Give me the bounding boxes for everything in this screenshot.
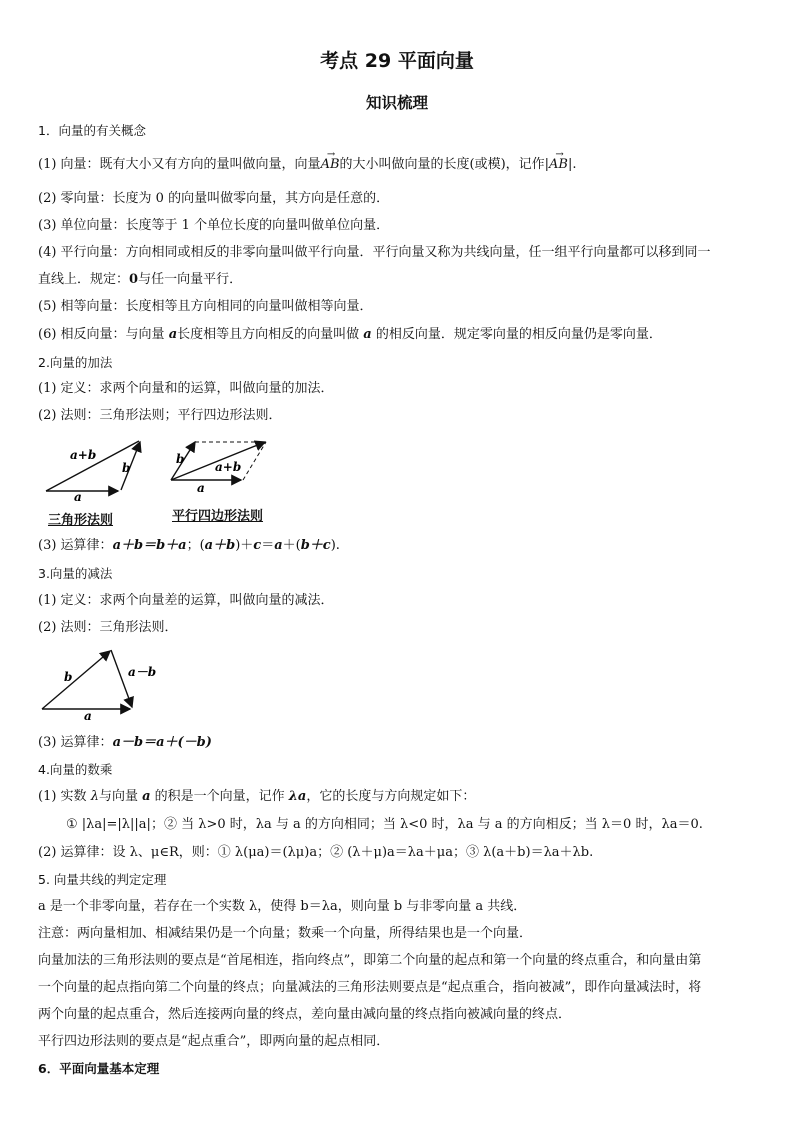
paragraph-line-1: 向量加法的三角形法则的要点是“首尾相连，指向终点”，即第二个向量的起点和第一个向量的终点重合，和向量由第 <box>38 953 702 968</box>
label-sum: a+b <box>70 448 97 462</box>
dashed-side-right <box>243 442 266 480</box>
vector-b-arrow <box>42 651 110 709</box>
def-equal-vector: (5) 相等向量：长度相等且方向相同的向量叫做相等向量． <box>38 299 373 314</box>
paragraph-line-3: 两个向量的起点重合，然后连接两向量的终点，差向量由减向量的终点指向被减向量的终点． <box>38 1007 572 1022</box>
scalar-definition: (1) 实数 λ与向量 a 的积是一个向量，记作 λa，它的长度与方向规定如下： <box>38 789 476 804</box>
subtraction-law: (3) 运算律：a－b＝a＋(－b) <box>38 735 212 750</box>
label-b: b <box>176 452 185 466</box>
heading-collinear-theorem: 5. 向量共线的判定定理 <box>38 872 167 887</box>
label-a: a <box>74 490 82 504</box>
addition-definition: (1) 定义：求两个向量和的运算，叫做向量的加法． <box>38 381 334 396</box>
label-b: b <box>64 670 73 684</box>
addition-laws: (3) 运算律：a＋b＝b＋a；(a＋b)＋c＝a＋(b＋c). <box>38 538 340 553</box>
subtraction-rule: (2) 法则：三角形法则． <box>38 620 178 635</box>
def-parallel-vector-2: 直线上．规定：0与任一向量平行． <box>38 272 243 287</box>
scalar-rules: ① |λa|=|λ||a|；② 当 λ>0 时，λa 与 a 的方向相同；当 λ<0 时，λa 与 a 的方向相反；当 λ＝0 时，λa＝0. <box>66 817 703 832</box>
label-diff: a－b <box>128 665 157 679</box>
label-a: a <box>84 709 92 723</box>
parallelogram-rule-diagram <box>165 436 295 496</box>
triangle-rule-diagram <box>40 434 160 504</box>
triangle-rule-caption: 三角形法则 <box>48 513 114 528</box>
vector-ab-symbol: → AB <box>321 157 340 173</box>
paragraph-line-4: 平行四边形法则的要点是“起点重合”，即两向量的起点相同． <box>38 1034 390 1049</box>
subtraction-definition: (1) 定义：求两个向量差的运算，叫做向量的减法． <box>38 593 334 608</box>
page-title: 考点 29 平面向量 <box>320 50 474 72</box>
def-zero-vector: (2) 零向量：长度为 0 的向量叫做零向量，其方向是任意的． <box>38 191 390 206</box>
paragraph-line-2: 一个向量的起点指向第二个向量的终点；向量减法的三角形法则要点是“起点重合，指向被减”，即作向量减法时，将 <box>38 980 702 995</box>
addition-rule: (2) 法则：三角形法则；平行四边形法则． <box>38 408 282 423</box>
heading-vector-concepts: 1．向量的有关概念 <box>38 123 146 138</box>
def-unit-vector: (3) 单位向量：长度等于 1 个单位长度的向量叫做单位向量． <box>38 218 390 233</box>
parallelogram-rule-caption: 平行四边形法则 <box>172 509 264 524</box>
heading-vector-addition: 2.向量的加法 <box>38 355 113 370</box>
label-a: a <box>197 481 205 495</box>
heading-basic-theorem: 6．平面向量基本定理 <box>38 1061 160 1076</box>
heading-vector-subtraction: 3.向量的减法 <box>38 566 113 581</box>
vector-ab-symbol-2: → AB <box>549 157 568 173</box>
scalar-laws: (2) 运算律：设 λ、μ∈R，则：① λ(μa)＝(λμ)a；② (λ＋μ)a＝λa＋μa；③ λ(a＋b)＝λa＋λb. <box>38 845 594 860</box>
label-sum: a+b <box>215 460 242 474</box>
note: 注意：两向量相加、相减结果仍是一个向量；数乘一个向量，所得结果也是一个向量． <box>38 926 533 941</box>
collinear-theorem: a 是一个非零向量，若存在一个实数 λ，使得 b＝λa，则向量 b 与非零向量 a 共线． <box>38 899 527 914</box>
heading-scalar-multiplication: 4.向量的数乘 <box>38 762 113 777</box>
def-vector: (1) 向量：既有大小又有方向的量叫做向量，向量→ AB的大小叫做向量的长度(或模)，记作|→ AB|. <box>38 157 756 173</box>
subtraction-diagram <box>38 646 178 726</box>
label-b: b <box>122 461 131 475</box>
section-subtitle: 知识梳理 <box>365 94 428 112</box>
def-opposite-vector: (6) 相反向量：与向量 a长度相等且方向相反的向量叫做 a 的相反向量．规定零向量的相反向量仍是零向量． <box>38 327 662 342</box>
def-parallel-vector-1: (4) 平行向量：方向相同或相反的非零向量叫做平行向量．平行向量又称为共线向量，任一组平行向量都可以移到同一 <box>38 245 711 260</box>
